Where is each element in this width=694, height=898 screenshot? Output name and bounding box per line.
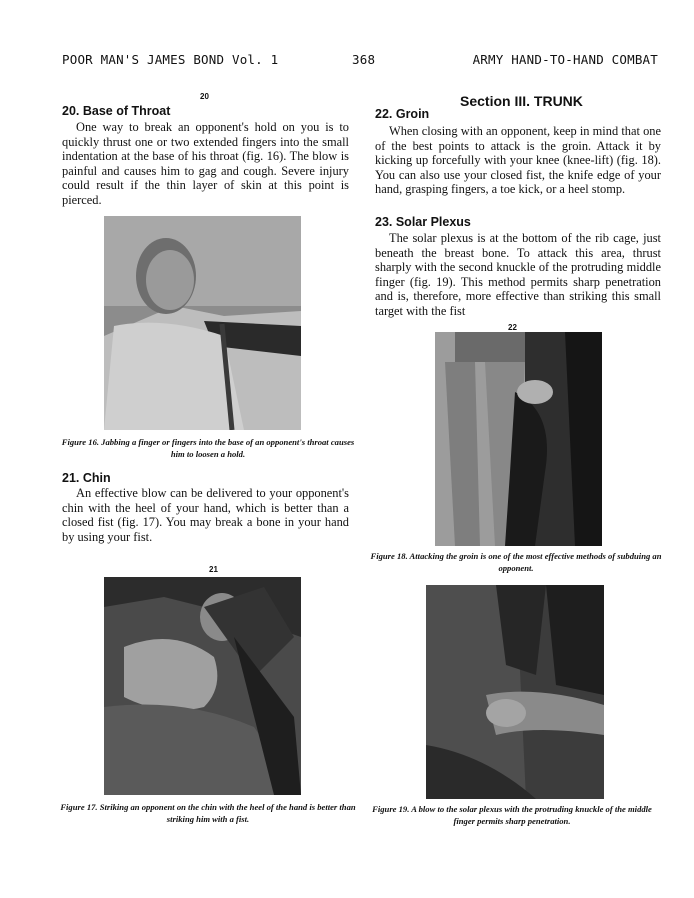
section-20-body [62,120,349,208]
section-20-title: 20. Base of Throat [62,104,171,118]
figure-17-photo [104,577,301,795]
figure-19-caption: Figure 19. A blow to the solar plexus with the protruding knuckle of the middle finger permits sharp penetration. [372,804,652,826]
figure-16-photo [104,216,301,430]
section-23-text: The solar plexus is at the bottom of the rib cage, just beneath the breast bone. To attack this area, thrust sharply with the second knuckle of the protruding middle finger (fig. 19). This method permits sharp penetration and is, therefore, more effective than striking this small target with the fist [375,231,661,318]
original-page-number-21: 21 [209,565,218,574]
section-22-title: 22. Groin [375,107,430,121]
original-page-number-20: 20 [200,92,209,101]
section-23-body [375,231,661,319]
section-21-text: An effective blow can be delivered to your opponent's chin with the heel of your hand, which is better than a closed fist (fig. 17). You may break a bone in your hand by using your fist. [62,486,349,544]
original-page-number-22: 22 [508,323,517,332]
section-21-title: 21. Chin [62,471,111,485]
section-22-body [375,124,661,197]
figure-18-caption: Figure 18. Attacking the groin is one of the most effective methods of subduing an opponent. [370,551,662,573]
header-left: POOR MAN'S JAMES BOND Vol. 1 [62,52,279,67]
section-22-text: When closing with an opponent, keep in mind that one of the best points to attack is the groin. Attack it by kicking up forcefully with your knee (knee-lift) (fig. 18). You can also use your closed fist, the knife edge of your hand, grasping fingers, a toe kick, or a heel stomp. [375,124,661,197]
section-21-body [62,486,349,544]
section-20-text: One way to break an opponent's hold on you is to quickly thrust one or two extended fingers into the small indentation at the base of his throat (fig. 16). The blow is painful and causes him to gag and cough. Severe injury could result if the thin layer of skin at this point is pierced. [62,120,349,207]
figure-17-caption: Figure 17. Striking an opponent on the chin with the heel of the hand is better than striking him with a fist. [60,802,356,824]
figure-18-photo [435,332,602,546]
section-3-title: Section III. TRUNK [460,93,583,109]
header-page-number: 368 [352,52,376,67]
figure-16-caption: Figure 16. Jabbing a finger or fingers into the base of an opponent's throat causes him to loosen a hold. [61,437,355,459]
header-right: ARMY HAND-TO-HAND COMBAT [472,52,658,67]
section-23-title: 23. Solar Plexus [375,215,471,229]
figure-19-photo [426,585,604,799]
